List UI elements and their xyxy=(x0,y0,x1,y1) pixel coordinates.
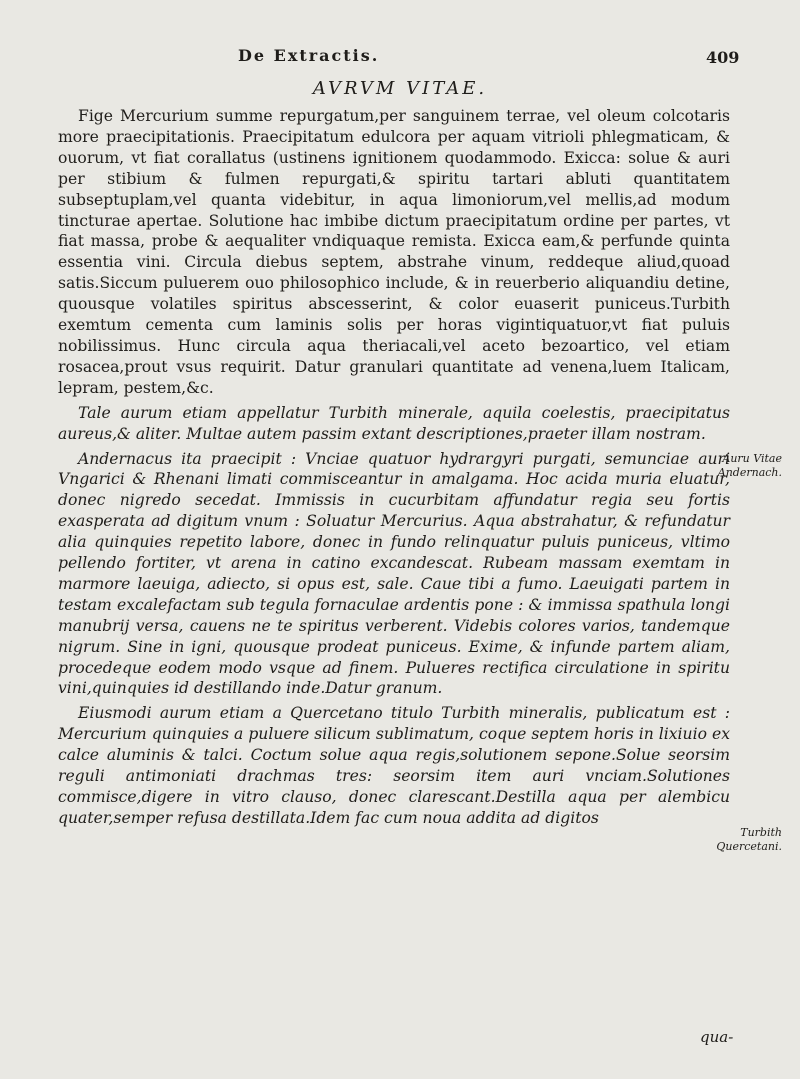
margin-note-andernach-title: Auru Vitae xyxy=(722,452,782,465)
paragraph-names: Tale aurum etiam appellatur Turbith minerale, aquila coelestis, praecipitatus aureus,& aliter. Multae autem passim extant descriptiones,praeter illam nostram. xyxy=(58,403,730,443)
margin-note-andernach xyxy=(716,452,782,480)
margin-note-quercetan-title: Turbith xyxy=(740,826,782,839)
catchword: qua- xyxy=(700,1028,734,1046)
page-header xyxy=(0,44,800,74)
paragraph-andernacus: Andernacus ita praecipit : Vnciae quatuor hydrargyri purgati, semunciae auri Vngarici & Rhenani limati commisceantur in amalgama. Hoc acida muria eluatur, donec nigredo secedat. Immissis in cucurbitam affundatur regia seu fortis exasperata ad digitum vnum : Soluatur Mercurius. Aqua abstrahatur, & refundatur alia quinquies repetito labore, donec in fundo relinquatur puluis puniceus, vltimo pellendo fortiter, vt arena in catino excandescat. Rubeam massam exemtam in marmore laeuiga, adiecto, si opus est, sale. Caue tibi a fumo. Laeuigati partem in testam excalefactam sub tegula fornaculae ardentis pone : & immissa spathula longi manubrij versa, cauens ne te spiritus verberent. Videbis colores varios, tandemque nigrum. Sine in igni, quousque prodeat puniceus. Exime, & infunde partem aliam, procedeque eodem modo vsque ad finem. Pulueres rectifica circulatione in spiritu vini,quinquies id destillando inde.Datur granum. xyxy=(58,449,730,698)
margin-note-andernach-author: Andernach. xyxy=(717,466,782,479)
margin-note-quercetan-author: Quercetani. xyxy=(716,840,782,853)
page-number: 409 xyxy=(706,48,740,67)
section-title: AVRVM VITAE. xyxy=(312,78,488,99)
paragraph-recipe: Fige Mercurium summe repurgatum,per sanguinem terrae, vel oleum colcotaris more praecipitationis. Praecipitatum edulcora per aquam vitrioli phlegmaticam, & ouorum, vt fiat corallatus (ustinens ignitionem quodammodo. Exicca: solue & auri per stibium & fulmen repurgati,& spiritu tartari abluti quantitatem subseptuplam,vel quanta videbitur, in aqua limoniorum,vel mellis,ad modum tincturae apertae. Solutione hac imbibe dictum praecipitatum ordine per partes, vt fiat massa, probe & aequaliter vndiquaque remista. Exicca eam,& perfunde quinta essentia vini. Circula diebus septem, abstrahe vinum, reddeque aliud,quoad satis.Siccum puluerem ouo philosophico include, & in reuerberio aliquandiu detine, quousque volatiles spiritus abscesserint, & color euaserit puniceus.Turbith exemtum cementa cum laminis solis per horas vigintiquatuor,vt fiat puluis nobilissimus. Hunc circula aqua theriacali,vel aceto bezoartico, vel etiam rosacea,prout vsus requirit. Datur granulari quantitate ad venena,luem Italicam, lepram, pestem,&c. xyxy=(58,107,730,397)
running-title: De Extractis. xyxy=(238,46,380,65)
paragraph-quercetanus: Eiusmodi aurum etiam a Quercetano titulo Turbith mineralis, publicatum est : Mercurium quinquies a puluere silicum sublimatum, coque septem horis in lixiuio ex calce aluminis & talci. Coctum solue aqua regis,solutionem sepone.Solue seorsim reguli antimoniati drachmas tres: seorsim item auri vnciam.Solutiones commisce,digere in vitro clauso, donec clarescant.Destilla aqua per alembicu quater,semper refusa destillata.Idem fac cum noua addita ad digitos xyxy=(58,704,730,827)
margin-note-quercetan xyxy=(716,826,782,854)
main-text xyxy=(58,106,730,829)
